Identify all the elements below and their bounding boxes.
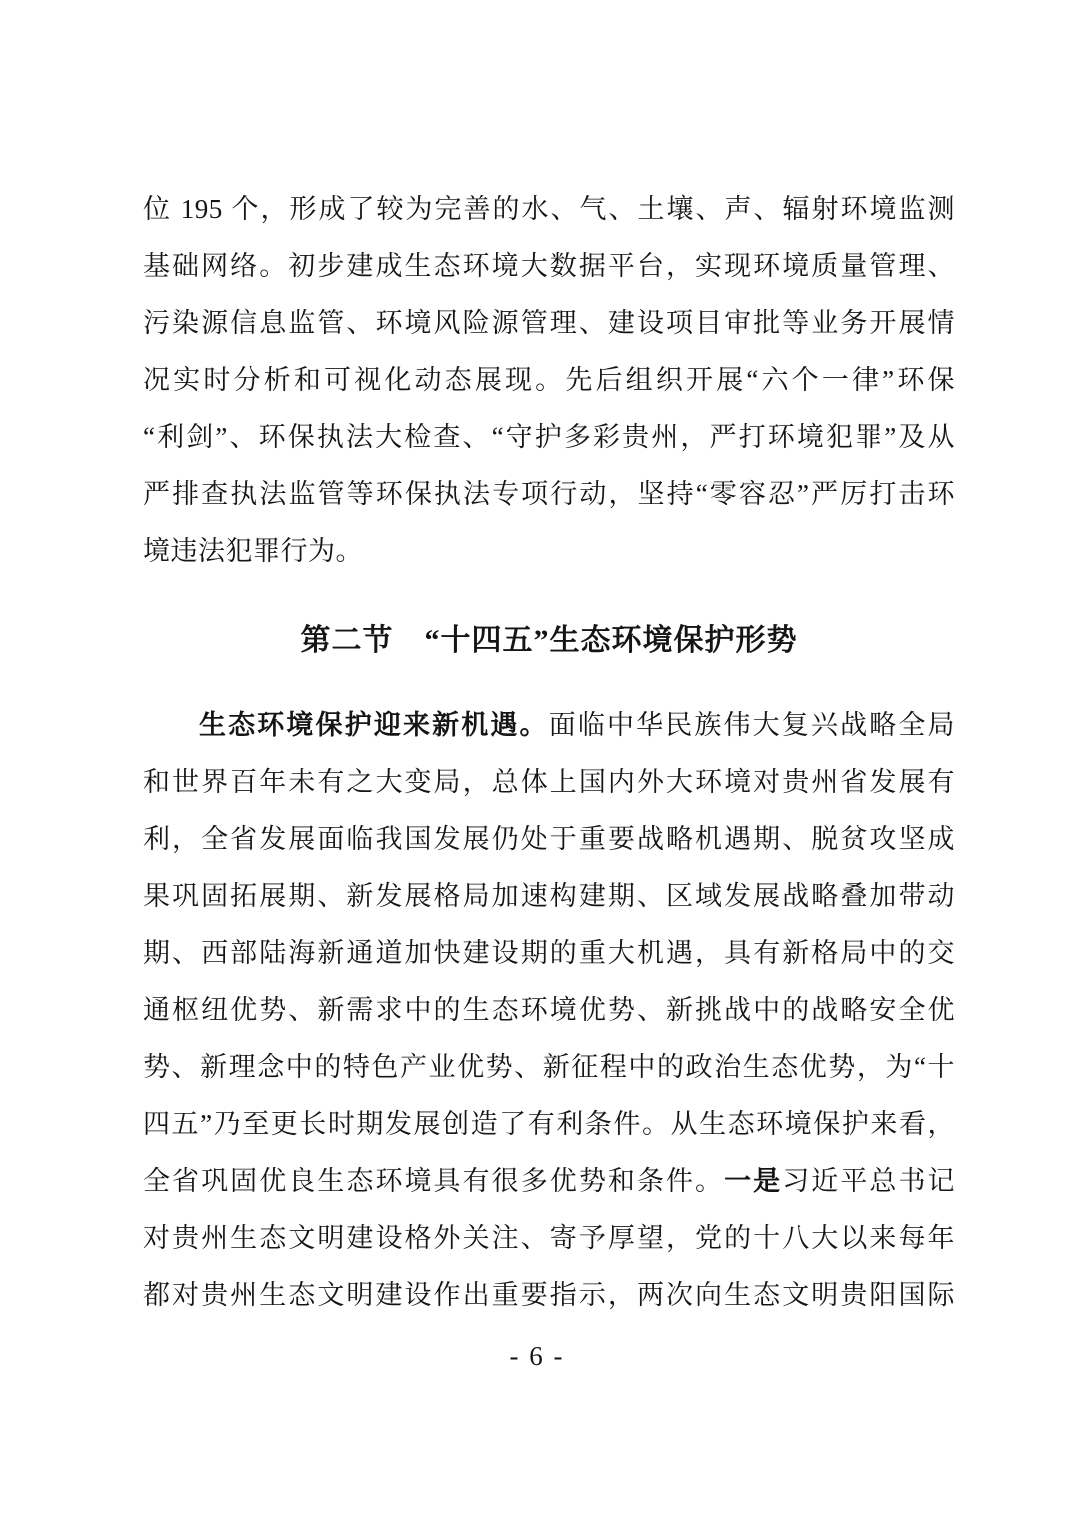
text-line	[143, 1210, 955, 1267]
text-line	[143, 295, 955, 352]
text-line	[143, 697, 955, 754]
text-run: 况实时分析和可视化动态展现。先后组织开展“六个一律”环保	[143, 365, 955, 395]
text-run: 果巩固拓展期、新发展格局加速构建期、区域发展战略叠加带动	[143, 881, 955, 911]
text-run: 境违法犯罪行为。	[143, 536, 363, 566]
text-run: 势、新理念中的特色产业优势、新征程中的政治生态优势，为“十	[143, 1052, 955, 1082]
text-line	[143, 1039, 955, 1096]
text-run: 都对贵州生态文明建设作出重要指示，两次向生态文明贵阳国际	[143, 1280, 955, 1310]
text-run: 位 195 个，形成了较为完善的水、气、土壤、声、辐射环境监测	[143, 194, 955, 224]
bold-text-run: 一是	[724, 1166, 783, 1196]
text-run: 期、西部陆海新通道加快建设期的重大机遇，具有新格局中的交	[143, 938, 955, 968]
text-line	[143, 1153, 955, 1210]
text-line	[143, 523, 955, 580]
paragraph-new-opportunities	[143, 697, 955, 1324]
text-line	[143, 1096, 955, 1153]
text-line	[143, 925, 955, 982]
section-heading: 第二节 “十四五”生态环境保护形势	[300, 624, 798, 657]
text-run: 基础网络。初步建成生态环境大数据平台，实现环境质量管理、	[143, 251, 955, 281]
text-line	[143, 868, 955, 925]
text-line	[143, 466, 955, 523]
text-run: 严排查执法监管等环保执法专项行动，坚持“零容忍”严厉打击环	[143, 479, 955, 509]
text-line	[143, 1267, 955, 1324]
text-line	[143, 238, 955, 295]
text-line	[143, 982, 955, 1039]
text-line	[143, 181, 955, 238]
page-number: - 6 -	[509, 1341, 565, 1371]
text-run: 利，全省发展面临我国发展仍处于重要战略机遇期、脱贫攻坚成	[143, 824, 955, 854]
text-run: 全省巩固优良生态环境具有很多优势和条件。	[143, 1166, 725, 1196]
bold-text-run: 生态环境保护迎来新机遇。	[199, 710, 549, 740]
text-run: 和世界百年未有之大变局，总体上国内外大环境对贵州省发展有	[143, 767, 955, 797]
paragraph-environment-monitoring	[143, 181, 955, 580]
text-run: 习近平总书记	[782, 1166, 956, 1196]
text-line	[143, 352, 955, 409]
text-run: 对贵州生态文明建设格外关注、寄予厚望，党的十八大以来每年	[143, 1223, 955, 1253]
text-run: “利剑”、环保执法大检查、“守护多彩贵州，严打环境犯罪”及从	[143, 422, 955, 452]
text-line	[143, 811, 955, 868]
text-run: 面临中华民族伟大复兴战略全局	[548, 710, 956, 740]
text-run: 污染源信息监管、环境风险源管理、建设项目审批等业务开展情	[143, 308, 955, 338]
page-body	[143, 181, 955, 1324]
text-run: 通枢纽优势、新需求中的生态环境优势、新挑战中的战略安全优	[143, 995, 955, 1025]
text-line	[143, 409, 955, 466]
text-run: 四五”乃至更长时期发展创造了有利条件。从生态环境保护来看，	[143, 1109, 955, 1139]
text-line	[143, 754, 955, 811]
